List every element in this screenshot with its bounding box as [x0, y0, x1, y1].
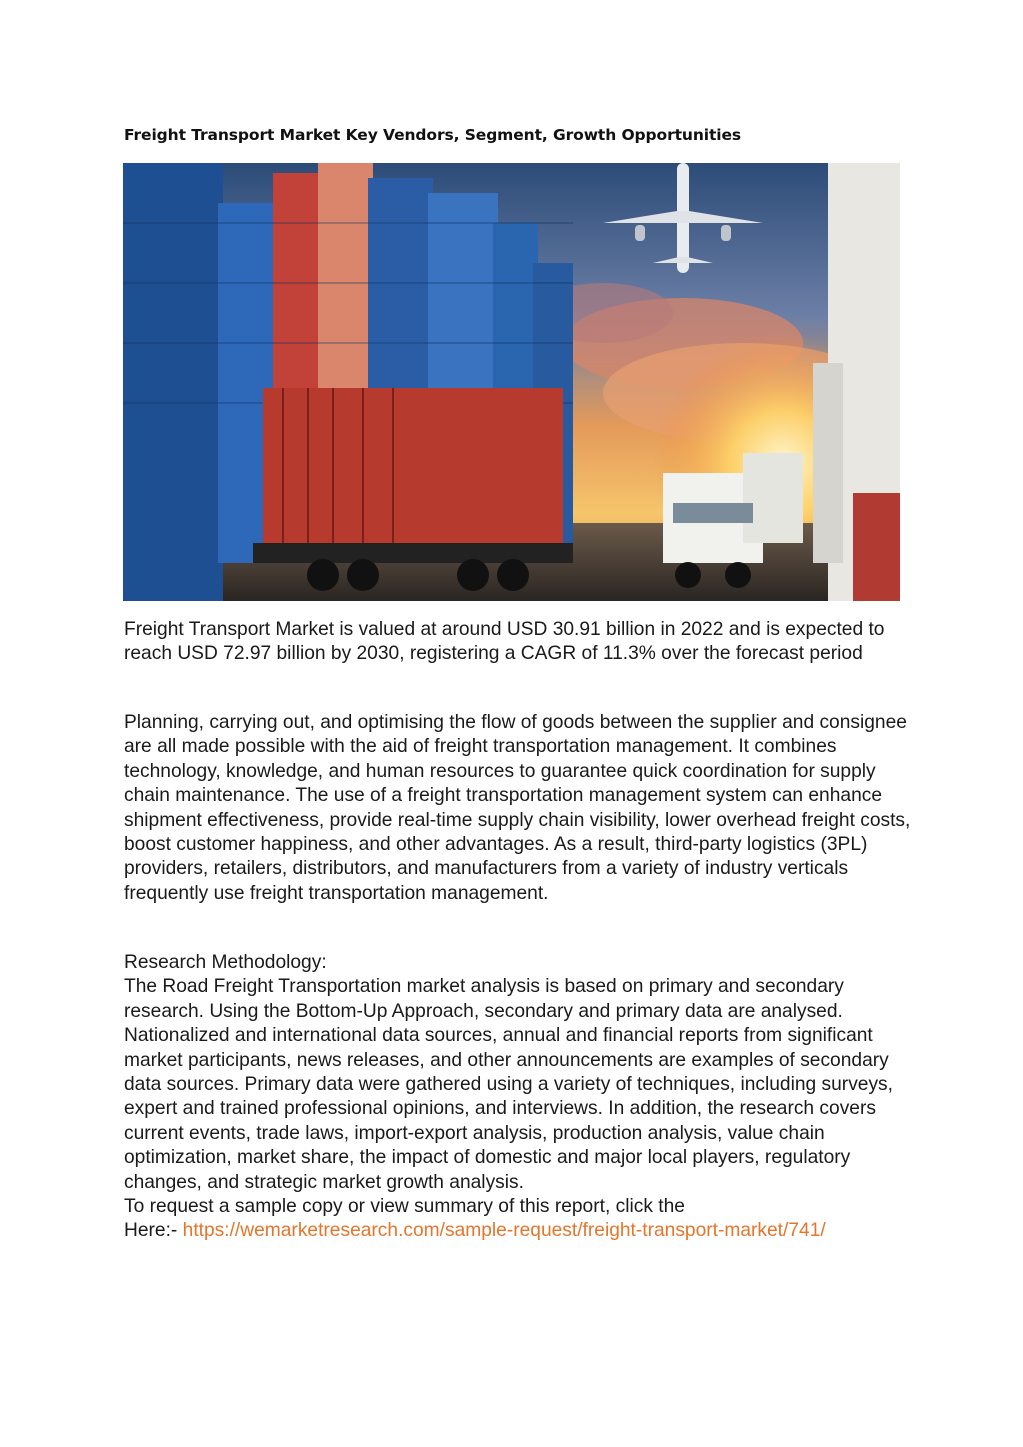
document-title: Freight Transport Market Key Vendors, Segment, Growth Opportunities: [124, 126, 742, 144]
hero-image: [123, 163, 900, 601]
market-value-paragraph: [124, 618, 914, 667]
definition-paragraph: [124, 711, 914, 906]
cta-prefix: Here:-: [124, 1220, 178, 1242]
methodology-section: [124, 951, 914, 1244]
methodology-heading: Research Methodology:: [124, 952, 327, 973]
definition-text: Planning, carrying out, and optimising the flow of goods between the supplier and consignee are all made possible with the aid of freight transportation management. It combines technology, knowledge, and human resources to guarantee quick coordination for supply chain maintenance. The use of a freight transportation management system can enhance shipment effectiveness, provide real-time supply chain visibility, lower overhead freight costs, boost customer happiness, and other advantages. As a result, third-party logistics (3PL) providers, retailers, distributors, and manufacturers from a variety of industry verticals frequently use freight transportation management.: [124, 712, 911, 904]
sample-request-link[interactable]: https://wemarketresearch.com/sample-request/freight-transport-market/741/: [182, 1220, 826, 1242]
methodology-text: The Road Freight Transportation market analysis is based on primary and secondary research. Using the Bottom-Up Approach, secondary and primary data are analysed. Nationalized and international data sources, annual and financial reports from significant market participants, news releases, and other announcements are examples of secondary data sources. Primary data were gathered using a variety of techniques, including surveys, expert and trained professional opinions, and interviews. In addition, the research covers current events, trade laws, import-export analysis, production analysis, value chain optimization, market share, the impact of domestic and major local players, regulatory changes, and strategic market growth analysis.: [124, 976, 893, 1193]
market-value-text: Freight Transport Market is valued at around USD 30.91 billion in 2022 and is expected to reach USD 72.97 billion by 2030, registering a CAGR of 11.3% over the forecast period: [124, 619, 885, 665]
cta-line: [124, 1219, 914, 1243]
cta-text: To request a sample copy or view summary of this report, click the: [124, 1196, 685, 1218]
